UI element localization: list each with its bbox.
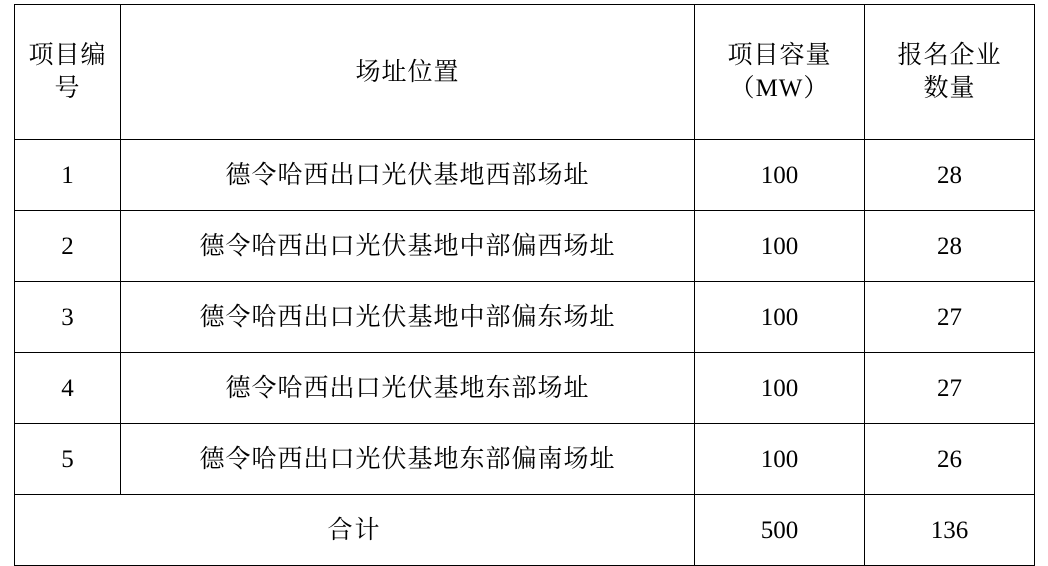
column-header-capacity-line1: 项目容量 <box>727 42 832 69</box>
column-header-count-line2: 数量 <box>923 75 976 102</box>
column-header-capacity <box>695 5 865 140</box>
cell-enterprise-count: 27 <box>865 282 1035 353</box>
cell-project-no: 1 <box>15 140 121 211</box>
table-header-row <box>15 5 1035 140</box>
cell-total-count: 136 <box>865 495 1035 566</box>
cell-location: 德令哈西出口光伏基地东部偏南场址 <box>121 424 695 495</box>
cell-capacity: 100 <box>695 211 865 282</box>
project-table <box>14 4 1035 566</box>
cell-enterprise-count: 28 <box>865 211 1035 282</box>
cell-location: 德令哈西出口光伏基地东部场址 <box>121 353 695 424</box>
cell-enterprise-count: 28 <box>865 140 1035 211</box>
table-body <box>15 140 1035 566</box>
table-row <box>15 353 1035 424</box>
cell-enterprise-count: 26 <box>865 424 1035 495</box>
column-header-location: 场址位置 <box>121 5 695 140</box>
table-header <box>15 5 1035 140</box>
column-header-project-no: 项目编号 <box>15 5 121 140</box>
column-header-count-line1: 报名企业 <box>897 42 1002 69</box>
column-header-enterprise-count <box>865 5 1035 140</box>
table-total-row <box>15 495 1035 566</box>
cell-total-capacity: 500 <box>695 495 865 566</box>
cell-capacity: 100 <box>695 282 865 353</box>
cell-location: 德令哈西出口光伏基地西部场址 <box>121 140 695 211</box>
table-row <box>15 211 1035 282</box>
table-row <box>15 424 1035 495</box>
column-header-capacity-unit: （MW） <box>729 75 830 102</box>
cell-project-no: 2 <box>15 211 121 282</box>
cell-enterprise-count: 27 <box>865 353 1035 424</box>
cell-project-no: 5 <box>15 424 121 495</box>
cell-project-no: 3 <box>15 282 121 353</box>
cell-location: 德令哈西出口光伏基地中部偏东场址 <box>121 282 695 353</box>
cell-project-no: 4 <box>15 353 121 424</box>
cell-capacity: 100 <box>695 424 865 495</box>
cell-capacity: 100 <box>695 353 865 424</box>
cell-capacity: 100 <box>695 140 865 211</box>
table-row <box>15 282 1035 353</box>
cell-location: 德令哈西出口光伏基地中部偏西场址 <box>121 211 695 282</box>
cell-total-label: 合计 <box>15 495 695 566</box>
table-row <box>15 140 1035 211</box>
